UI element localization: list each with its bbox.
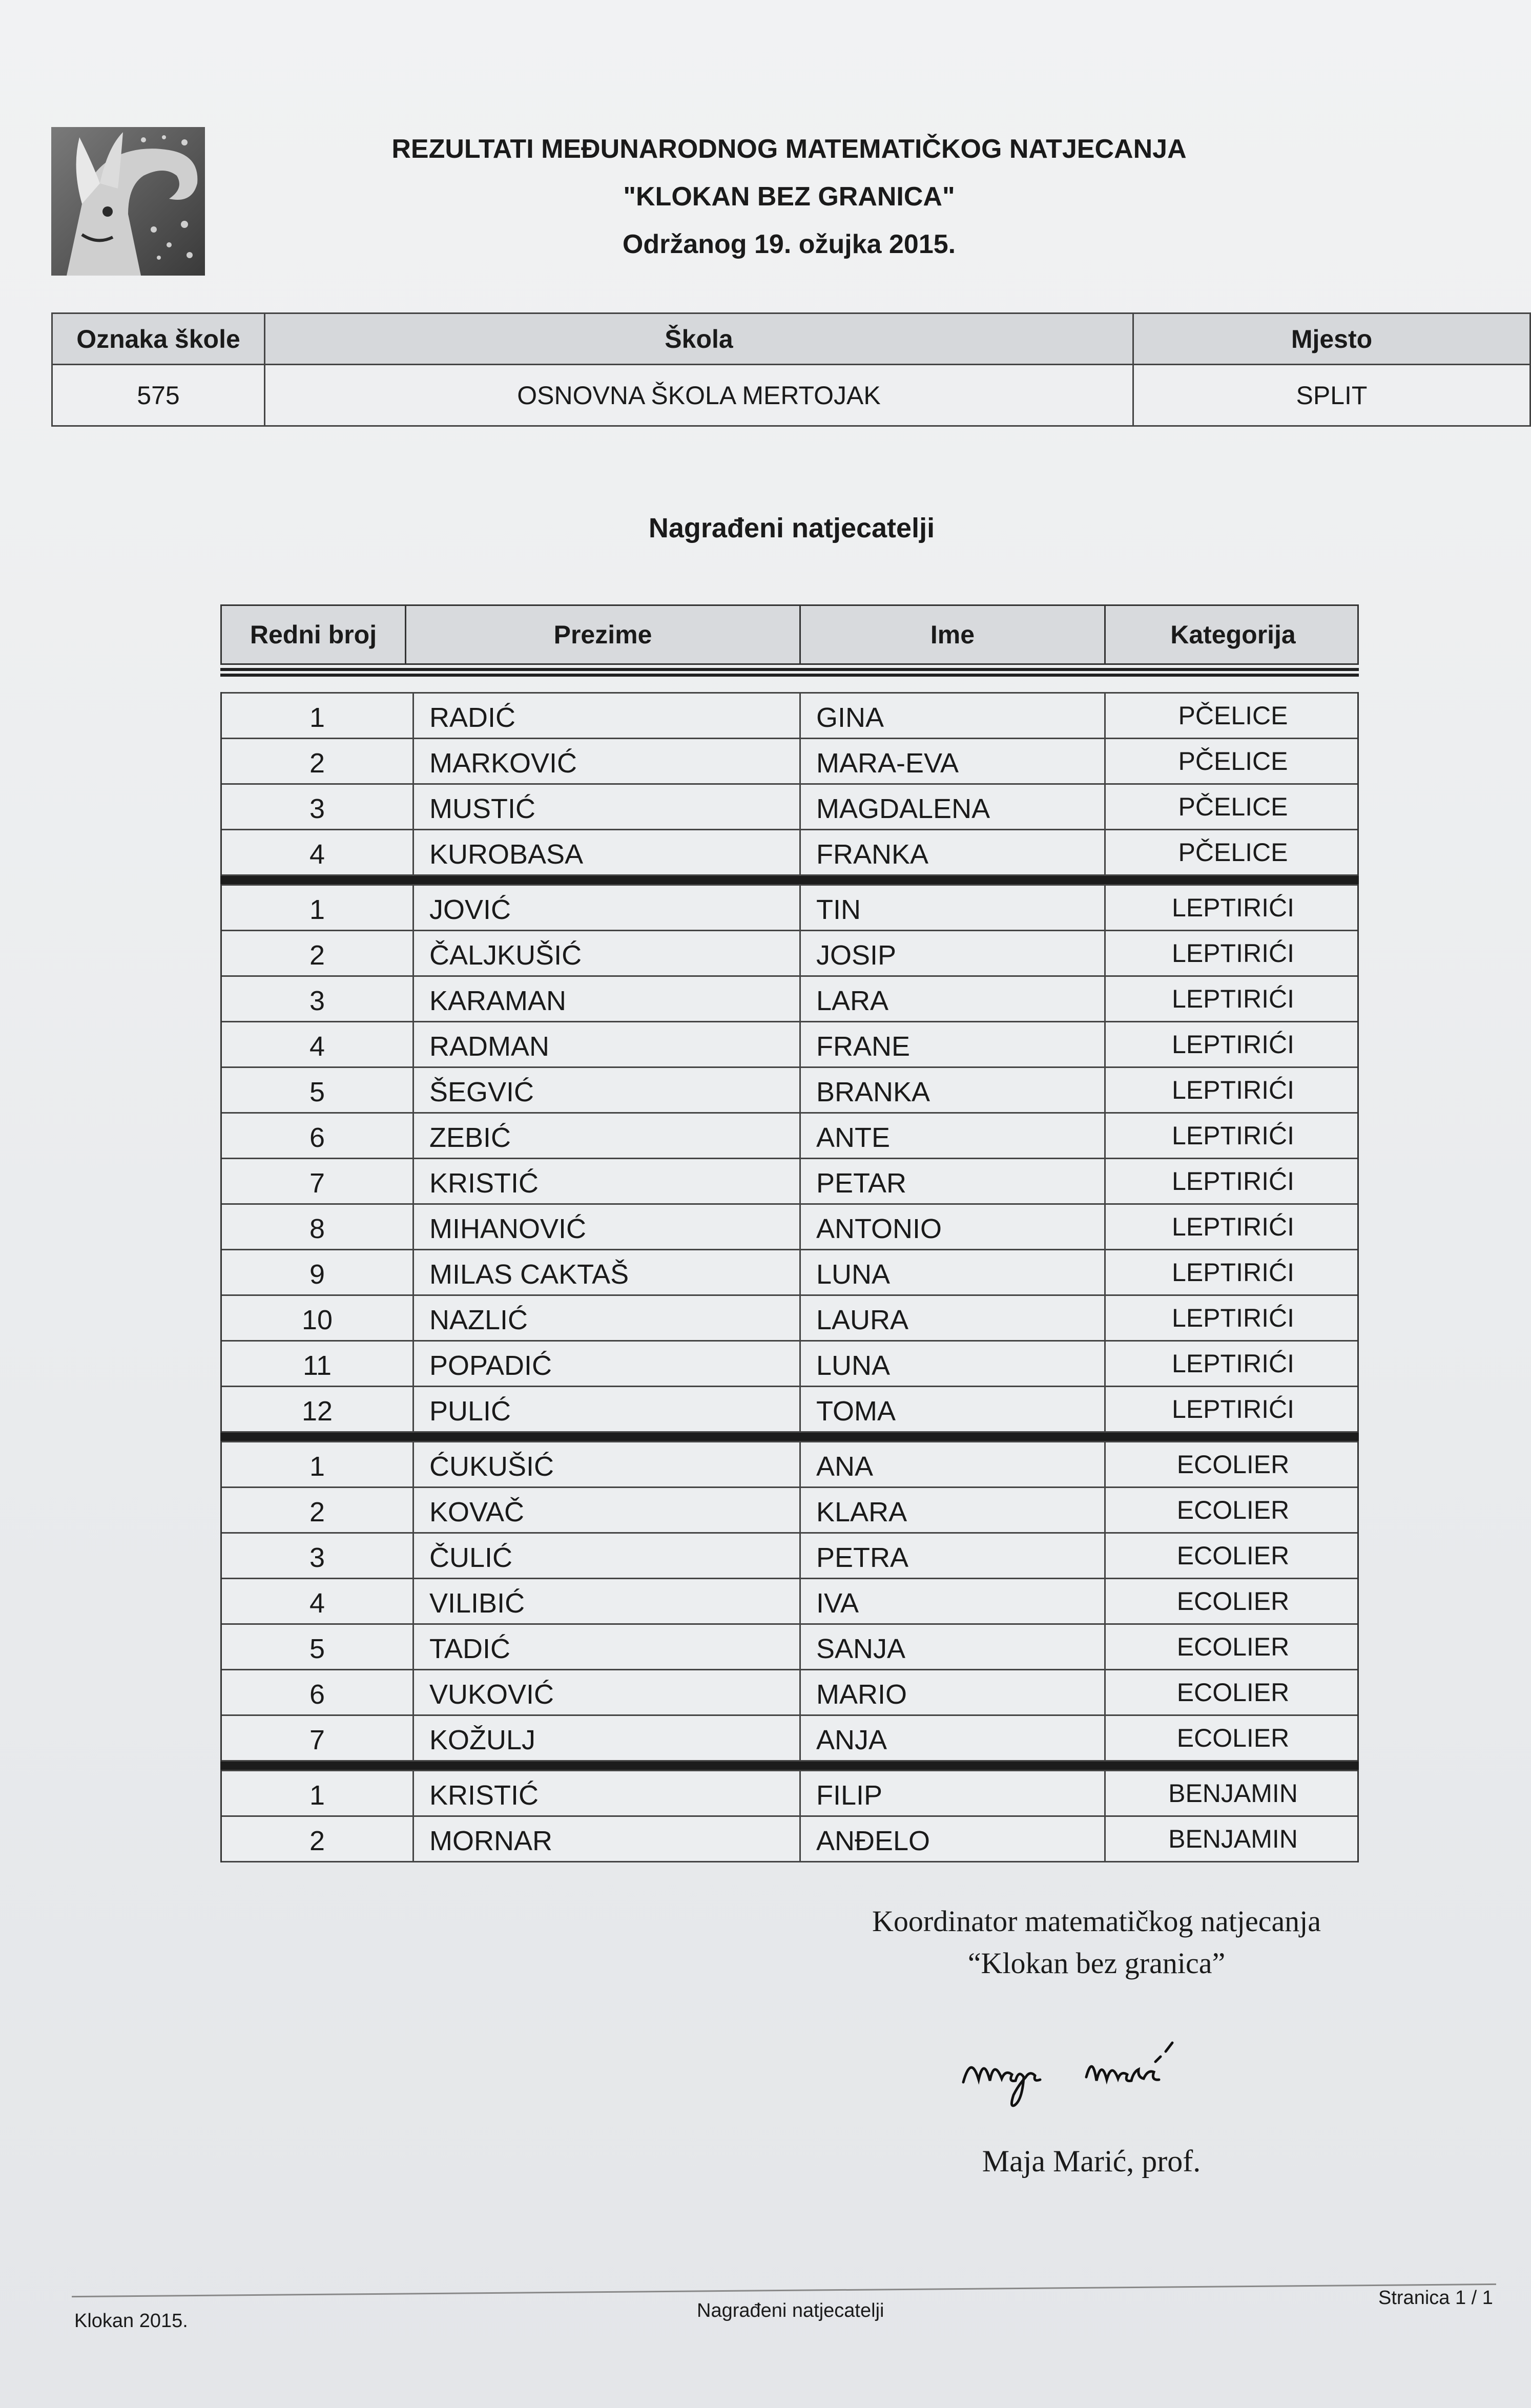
category-cell: LEPTIRIĆI: [1172, 1167, 1294, 1196]
category-group: [220, 1770, 1359, 1862]
first-name-cell: TOMA: [801, 1387, 1106, 1431]
header-rank: Redni broj: [222, 606, 406, 663]
school-city: SPLIT: [1133, 365, 1530, 426]
results-table-header: [220, 604, 1359, 665]
rank-cell: 2: [222, 1817, 414, 1861]
rank-cell: 2: [222, 1488, 414, 1532]
rank-cell: 7: [222, 1716, 414, 1760]
rank-cell: 1: [222, 886, 414, 930]
rank-cell: 4: [222, 1579, 414, 1623]
rank-cell: 2: [222, 931, 414, 975]
table-row: [222, 1579, 1357, 1625]
surname-cell: VILIBIĆ: [414, 1579, 801, 1623]
category-cell: ECOLIER: [1176, 1632, 1290, 1661]
table-row: [222, 1534, 1357, 1579]
category-cell: LEPTIRIĆI: [1172, 1030, 1294, 1059]
title-line-1: REZULTATI MEĐUNARODNOG MATEMATIČKOG NATJECANJA: [391, 134, 1187, 164]
handwritten-signature: [958, 2034, 1225, 2110]
first-name-cell: JOSIP: [801, 931, 1106, 975]
category-cell: ECOLIER: [1176, 1496, 1290, 1524]
category-cell: BENJAMIN: [1168, 1825, 1298, 1853]
first-name-cell: LAURA: [801, 1296, 1106, 1340]
surname-cell: KOŽULJ: [414, 1716, 801, 1760]
first-name-cell: ANA: [801, 1442, 1106, 1486]
rank-cell: 2: [222, 739, 414, 783]
table-row: [222, 1770, 1357, 1817]
category-cell: LEPTIRIĆI: [1172, 893, 1294, 922]
surname-cell: ĆUKUŠIĆ: [414, 1442, 801, 1486]
school-code: 575: [52, 365, 265, 426]
table-row: [222, 1114, 1357, 1159]
first-name-cell: BRANKA: [801, 1068, 1106, 1112]
rank-cell: 3: [222, 1534, 414, 1578]
surname-cell: MIHANOVIĆ: [414, 1205, 801, 1249]
footer-divider: [72, 2284, 1496, 2297]
surname-cell: KARAMAN: [414, 977, 801, 1021]
category-cell: PČELICE: [1178, 701, 1288, 730]
surname-cell: ZEBIĆ: [414, 1114, 801, 1158]
rank-cell: 3: [222, 785, 414, 829]
category-cell: LEPTIRIĆI: [1172, 1121, 1294, 1150]
title-line-3: Održanog 19. ožujka 2015.: [622, 229, 956, 259]
coordinator-title: Koordinator matematičkog natjecanja: [872, 1904, 1321, 1938]
surname-cell: MARKOVIĆ: [414, 739, 801, 783]
surname-cell: POPADIĆ: [414, 1342, 801, 1386]
first-name-cell: MARIO: [801, 1670, 1106, 1714]
category-separator: [220, 876, 1359, 884]
table-row: [222, 931, 1357, 977]
category-cell: ECOLIER: [1176, 1678, 1290, 1707]
surname-cell: KOVAČ: [414, 1488, 801, 1532]
header-rule: [220, 674, 1359, 677]
school-table-row: [52, 365, 1530, 426]
surname-cell: ŠEGVIĆ: [414, 1068, 801, 1112]
table-row: [222, 1441, 1357, 1488]
results-groups: [220, 692, 1359, 1862]
rank-cell: 3: [222, 977, 414, 1021]
rank-cell: 4: [222, 830, 414, 874]
category-separator: [220, 1762, 1359, 1770]
surname-cell: PULIĆ: [414, 1387, 801, 1431]
surname-cell: MILAS CAKTAŠ: [414, 1250, 801, 1294]
footer-left-text: Klokan 2015.: [74, 2310, 188, 2332]
school-table: [51, 312, 1531, 427]
table-row: [222, 1716, 1357, 1762]
first-name-cell: TIN: [801, 886, 1106, 930]
table-row: [222, 1068, 1357, 1114]
surname-cell: KRISTIĆ: [414, 1771, 801, 1815]
rank-cell: 5: [222, 1625, 414, 1669]
header-first-name: Ime: [801, 606, 1106, 663]
title-line-2: "KLOKAN BEZ GRANICA": [623, 182, 955, 212]
category-cell: LEPTIRIĆI: [1172, 1395, 1294, 1423]
table-row: [222, 739, 1357, 785]
kangaroo-logo: [51, 127, 205, 276]
table-row: [222, 1022, 1357, 1068]
surname-cell: VUKOVIĆ: [414, 1670, 801, 1714]
category-cell: ECOLIER: [1176, 1587, 1290, 1616]
category-group: [220, 884, 1359, 1433]
category-cell: PČELICE: [1178, 747, 1288, 776]
table-row: [222, 1387, 1357, 1433]
surname-cell: MUSTIĆ: [414, 785, 801, 829]
category-cell: LEPTIRIĆI: [1172, 1304, 1294, 1332]
header-school-code: Oznaka škole: [52, 313, 265, 365]
surname-cell: KUROBASA: [414, 830, 801, 874]
rank-cell: 6: [222, 1114, 414, 1158]
header-surname: Prezime: [406, 606, 801, 663]
school-table-header: [52, 313, 1530, 365]
header-city: Mjesto: [1133, 313, 1530, 365]
rank-cell: 6: [222, 1670, 414, 1714]
surname-cell: JOVIĆ: [414, 886, 801, 930]
coordinator-competition: “Klokan bez granica”: [967, 1946, 1226, 1980]
first-name-cell: PETRA: [801, 1534, 1106, 1578]
category-cell: LEPTIRIĆI: [1172, 985, 1294, 1013]
category-separator: [220, 1433, 1359, 1441]
school-name: OSNOVNA ŠKOLA MERTOJAK: [265, 365, 1133, 426]
coordinator-name: Maja Marić, prof.: [982, 2144, 1201, 2178]
rank-cell: 1: [222, 1442, 414, 1486]
coordinator-block: [779, 1900, 1414, 1984]
category-cell: LEPTIRIĆI: [1172, 1349, 1294, 1378]
category-cell: PČELICE: [1178, 792, 1288, 821]
surname-cell: ČALJKUŠIĆ: [414, 931, 801, 975]
table-row: [222, 1250, 1357, 1296]
table-row: [222, 1625, 1357, 1670]
table-row: [222, 785, 1357, 830]
rank-cell: 9: [222, 1250, 414, 1294]
surname-cell: KRISTIĆ: [414, 1159, 801, 1203]
surname-cell: NAZLIĆ: [414, 1296, 801, 1340]
table-row: [222, 692, 1357, 739]
rank-cell: 4: [222, 1022, 414, 1066]
rank-cell: 8: [222, 1205, 414, 1249]
category-cell: LEPTIRIĆI: [1172, 1258, 1294, 1287]
table-row: [222, 977, 1357, 1022]
rank-cell: 10: [222, 1296, 414, 1340]
category-cell: LEPTIRIĆI: [1172, 939, 1294, 968]
document-title: [359, 125, 1219, 268]
first-name-cell: SANJA: [801, 1625, 1106, 1669]
rank-cell: 5: [222, 1068, 414, 1112]
category-cell: ECOLIER: [1176, 1724, 1290, 1752]
category-cell: ECOLIER: [1176, 1450, 1290, 1479]
surname-cell: RADMAN: [414, 1022, 801, 1066]
surname-cell: TADIĆ: [414, 1625, 801, 1669]
category-cell: LEPTIRIĆI: [1172, 1212, 1294, 1241]
category-group: [220, 692, 1359, 876]
rank-cell: 12: [222, 1387, 414, 1431]
first-name-cell: LUNA: [801, 1342, 1106, 1386]
first-name-cell: IVA: [801, 1579, 1106, 1623]
header-school-name: Škola: [265, 313, 1133, 365]
first-name-cell: ANJA: [801, 1716, 1106, 1760]
first-name-cell: MARA-EVA: [801, 739, 1106, 783]
first-name-cell: FRANKA: [801, 830, 1106, 874]
footer-page-number: Stranica 1 / 1: [1378, 2287, 1493, 2309]
category-cell: LEPTIRIĆI: [1172, 1076, 1294, 1104]
category-cell: ECOLIER: [1176, 1541, 1290, 1570]
first-name-cell: KLARA: [801, 1488, 1106, 1532]
results-table: [220, 604, 1359, 1862]
table-row: [222, 1488, 1357, 1534]
table-row: [222, 1817, 1357, 1862]
first-name-cell: LARA: [801, 977, 1106, 1021]
category-cell: PČELICE: [1178, 838, 1288, 867]
surname-cell: MORNAR: [414, 1817, 801, 1861]
header-category: Kategorija: [1170, 620, 1296, 649]
rank-cell: 11: [222, 1342, 414, 1386]
table-row: [222, 830, 1357, 876]
rank-cell: 7: [222, 1159, 414, 1203]
table-row: [222, 884, 1357, 931]
table-row: [222, 1205, 1357, 1250]
first-name-cell: FRANE: [801, 1022, 1106, 1066]
footer-center-text: Nagrađeni natjecatelji: [697, 2300, 884, 2321]
first-name-cell: FILIP: [801, 1771, 1106, 1815]
surname-cell: ČULIĆ: [414, 1534, 801, 1578]
rank-cell: 1: [222, 1771, 414, 1815]
table-row: [222, 1296, 1357, 1342]
table-row: [222, 1342, 1357, 1387]
surname-cell: RADIĆ: [414, 694, 801, 738]
section-heading: Nagrađeni natjecatelji: [648, 513, 935, 543]
rank-cell: 1: [222, 694, 414, 738]
header-rule: [220, 668, 1359, 671]
table-row: [222, 1670, 1357, 1716]
first-name-cell: PETAR: [801, 1159, 1106, 1203]
first-name-cell: ANĐELO: [801, 1817, 1106, 1861]
category-group: [220, 1441, 1359, 1762]
first-name-cell: MAGDALENA: [801, 785, 1106, 829]
first-name-cell: GINA: [801, 694, 1106, 738]
first-name-cell: ANTONIO: [801, 1205, 1106, 1249]
first-name-cell: ANTE: [801, 1114, 1106, 1158]
table-row: [222, 1159, 1357, 1205]
first-name-cell: LUNA: [801, 1250, 1106, 1294]
category-cell: BENJAMIN: [1168, 1779, 1298, 1808]
